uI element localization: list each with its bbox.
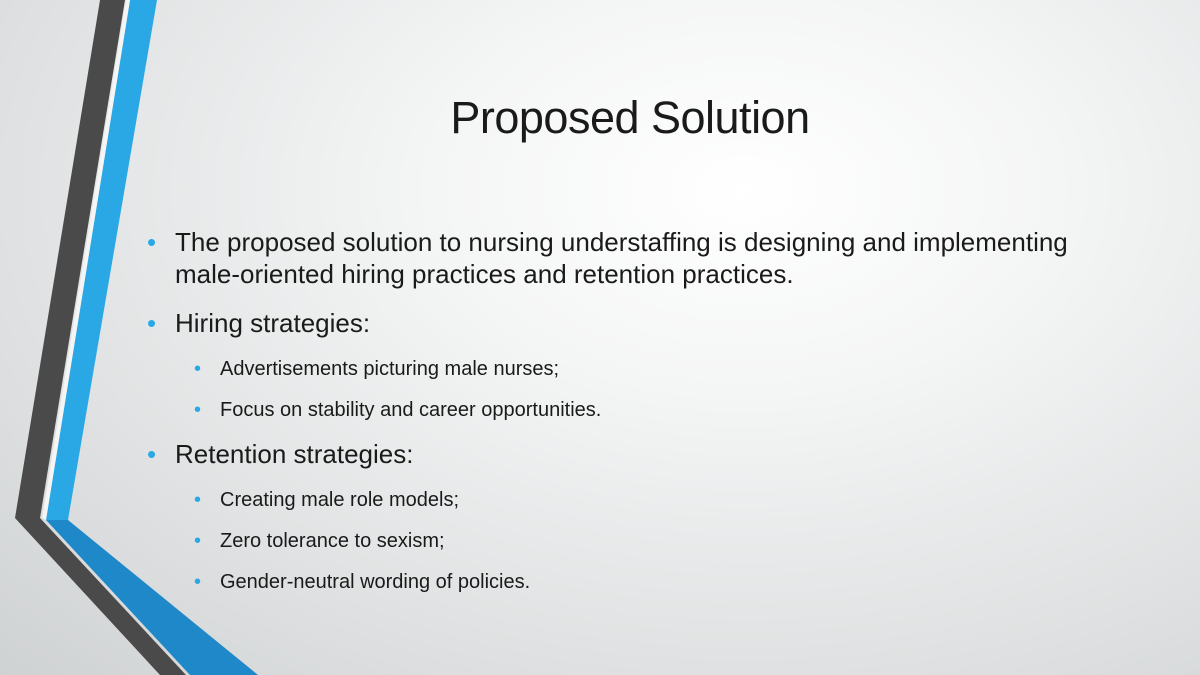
bullet-icon: • — [194, 530, 202, 552]
sub-list-item-text: Creating male role models; — [220, 489, 459, 511]
sub-list-item — [145, 397, 1085, 423]
list-item-text: Retention strategies: — [175, 439, 414, 469]
list-item — [145, 307, 1085, 339]
sub-list-item — [145, 356, 1085, 382]
sub-list-item-text: Advertisements picturing male nurses; — [220, 358, 560, 380]
bullet-icon: • — [194, 571, 202, 593]
sub-list-item — [145, 487, 1085, 513]
sub-list-item-text: Gender-neutral wording of policies. — [220, 571, 531, 593]
list-item — [145, 226, 1085, 290]
bullet-icon: • — [147, 308, 157, 338]
bullet-icon: • — [194, 399, 202, 421]
sub-list-item — [145, 528, 1085, 554]
list-item-text: Hiring strategies: — [175, 308, 371, 338]
bullet-icon: • — [147, 439, 157, 469]
slide-title: Proposed Solution — [450, 92, 810, 143]
bullet-icon: • — [194, 489, 202, 511]
bullet-icon: • — [147, 227, 157, 257]
white-divider-line — [42, 0, 130, 520]
sub-list-item-text: Focus on stability and career opportunities. — [220, 399, 602, 421]
bullet-list — [145, 226, 1085, 610]
list-item-text: The proposed solution to nursing understaffing is designing and implementing male-oriented hiring practices and retention practices. — [175, 227, 1068, 289]
bullet-icon: • — [194, 358, 202, 380]
sub-list-item-text: Zero tolerance to sexism; — [220, 530, 445, 552]
list-item — [145, 438, 1085, 470]
sub-list-item — [145, 569, 1085, 595]
